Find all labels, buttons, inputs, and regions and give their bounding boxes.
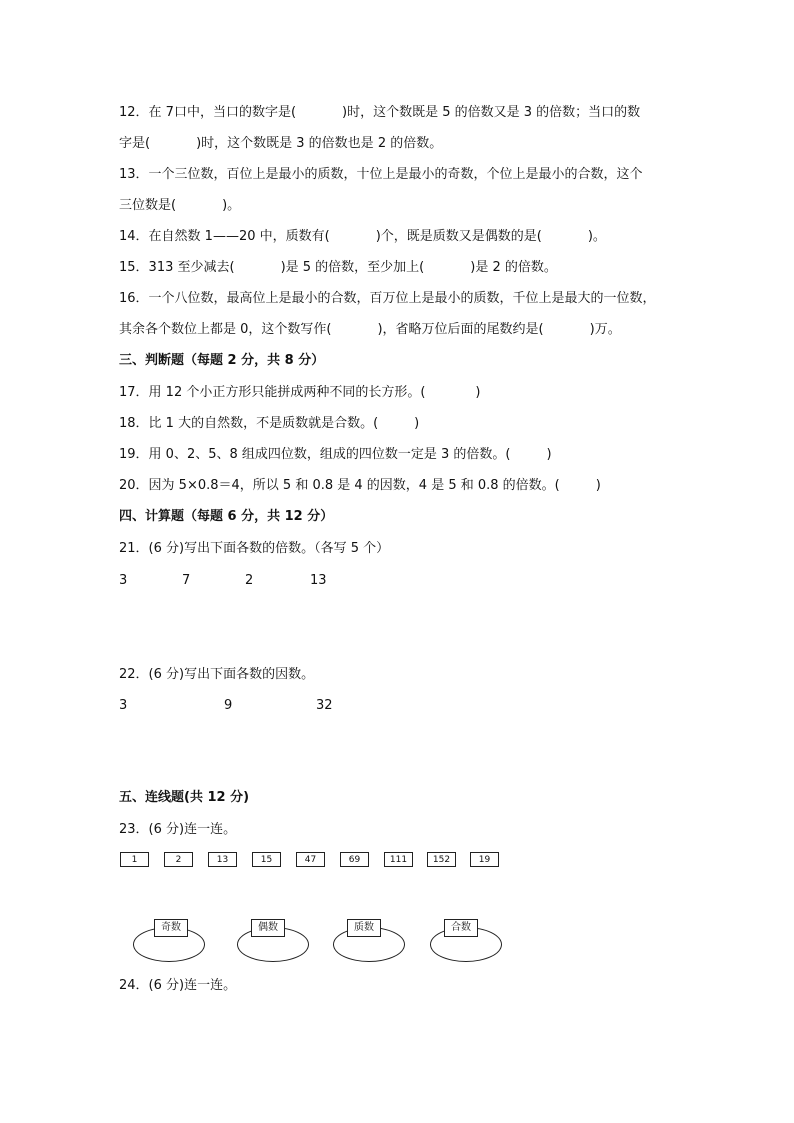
q12-text-d: )时，这个数既是 3 的倍数也是 2 的倍数。 bbox=[196, 136, 443, 151]
q14-text-a: 14．在自然数 1——20 中，质数有( bbox=[119, 229, 330, 244]
section-5-heading: 五、连线题(共 12 分) bbox=[119, 790, 250, 805]
question-21: 21．(6 分)写出下面各数的倍数。（各写 5 个） bbox=[119, 541, 390, 556]
question-20 bbox=[119, 477, 601, 495]
q19-text: 19．用 0、2、5、8 组成四位数，组成的四位数一定是 3 的倍数。( bbox=[119, 447, 511, 462]
number-box[interactable]: 152 bbox=[427, 852, 456, 867]
q15-text-b: )是 5 的倍数，至少加上( bbox=[280, 260, 425, 275]
question-24: 24．(6 分)连一连。 bbox=[119, 978, 237, 993]
question-22: 22．(6 分)写出下面各数的因数。 bbox=[119, 667, 315, 682]
question-14 bbox=[119, 228, 606, 246]
question-16-line1: 16．一个八位数，最高位上是最小的合数，百万位上是最小的质数，千位上是最大的一位数， bbox=[119, 291, 656, 306]
section-3-heading: 三、判断题（每题 2 分，共 8 分） bbox=[119, 353, 325, 368]
q16-text-c: )万。 bbox=[589, 322, 621, 337]
number-box[interactable]: 47 bbox=[296, 852, 325, 867]
q16-text-b: )，省略万位后面的尾数约是( bbox=[377, 322, 544, 337]
number-item: 3 bbox=[119, 573, 128, 588]
number-item: 32 bbox=[316, 698, 333, 713]
number-box[interactable]: 69 bbox=[340, 852, 369, 867]
number-item: 3 bbox=[119, 698, 128, 713]
number-item: 7 bbox=[182, 573, 191, 588]
q12-text-b: )时，这个数既是 5 的倍数又是 3 的倍数；当口的数 bbox=[342, 105, 641, 120]
q14-text-b: )个，既是质数又是偶数的是( bbox=[375, 229, 542, 244]
q18-text: 18．比 1 大的自然数，不是质数就是合数。( bbox=[119, 416, 379, 431]
q15-text-c: )是 2 的倍数。 bbox=[470, 260, 557, 275]
q20-close: ) bbox=[595, 478, 601, 493]
number-box[interactable]: 13 bbox=[208, 852, 237, 867]
q20-text: 20．因为 5×0.8＝4，所以 5 和 0.8 是 4 的因数，4 是 5 和 0.8 的倍数。( bbox=[119, 478, 560, 493]
number-item: 2 bbox=[245, 573, 254, 588]
question-18 bbox=[119, 415, 419, 433]
q19-close: ) bbox=[546, 447, 552, 462]
q12-text-a: 12．在 7口中，当口的数字是( bbox=[119, 105, 297, 120]
question-12-line2 bbox=[119, 135, 442, 153]
category-label-even: 偶数 bbox=[251, 919, 285, 937]
q15-text-a: 15．313 至少减去( bbox=[119, 260, 235, 275]
question-15 bbox=[119, 259, 557, 277]
q16-text-a: 其余各个数位上都是 0，这个数写作( bbox=[119, 322, 332, 337]
number-box[interactable]: 19 bbox=[470, 852, 499, 867]
question-17 bbox=[119, 384, 481, 402]
category-label-prime: 质数 bbox=[347, 919, 381, 937]
number-box[interactable]: 2 bbox=[164, 852, 193, 867]
q14-text-c: )。 bbox=[587, 229, 606, 244]
number-item: 13 bbox=[310, 573, 327, 588]
category-label-odd: 奇数 bbox=[154, 919, 188, 937]
q18-close: ) bbox=[414, 416, 420, 431]
number-item: 9 bbox=[224, 698, 233, 713]
question-13-line2 bbox=[119, 197, 240, 215]
question-23: 23．(6 分)连一连。 bbox=[119, 822, 237, 837]
section-4-heading: 四、计算题（每题 6 分，共 12 分） bbox=[119, 509, 334, 524]
question-12-line1 bbox=[119, 104, 640, 122]
question-16-line2 bbox=[119, 321, 621, 339]
question-13-line1: 13．一个三位数，百位上是最小的质数，十位上是最小的奇数，个位上是最小的合数，这个 bbox=[119, 167, 643, 182]
q13-text-b: )。 bbox=[222, 198, 241, 213]
number-box[interactable]: 111 bbox=[384, 852, 413, 867]
q12-text-c: 字是( bbox=[119, 136, 151, 151]
question-19 bbox=[119, 446, 552, 464]
q17-text: 17．用 12 个小正方形只能拼成两种不同的长方形。( bbox=[119, 385, 426, 400]
number-box[interactable]: 1 bbox=[120, 852, 149, 867]
q13-text-a: 三位数是( bbox=[119, 198, 177, 213]
number-box[interactable]: 15 bbox=[252, 852, 281, 867]
category-label-composite: 合数 bbox=[444, 919, 478, 937]
q17-close: ) bbox=[475, 385, 481, 400]
